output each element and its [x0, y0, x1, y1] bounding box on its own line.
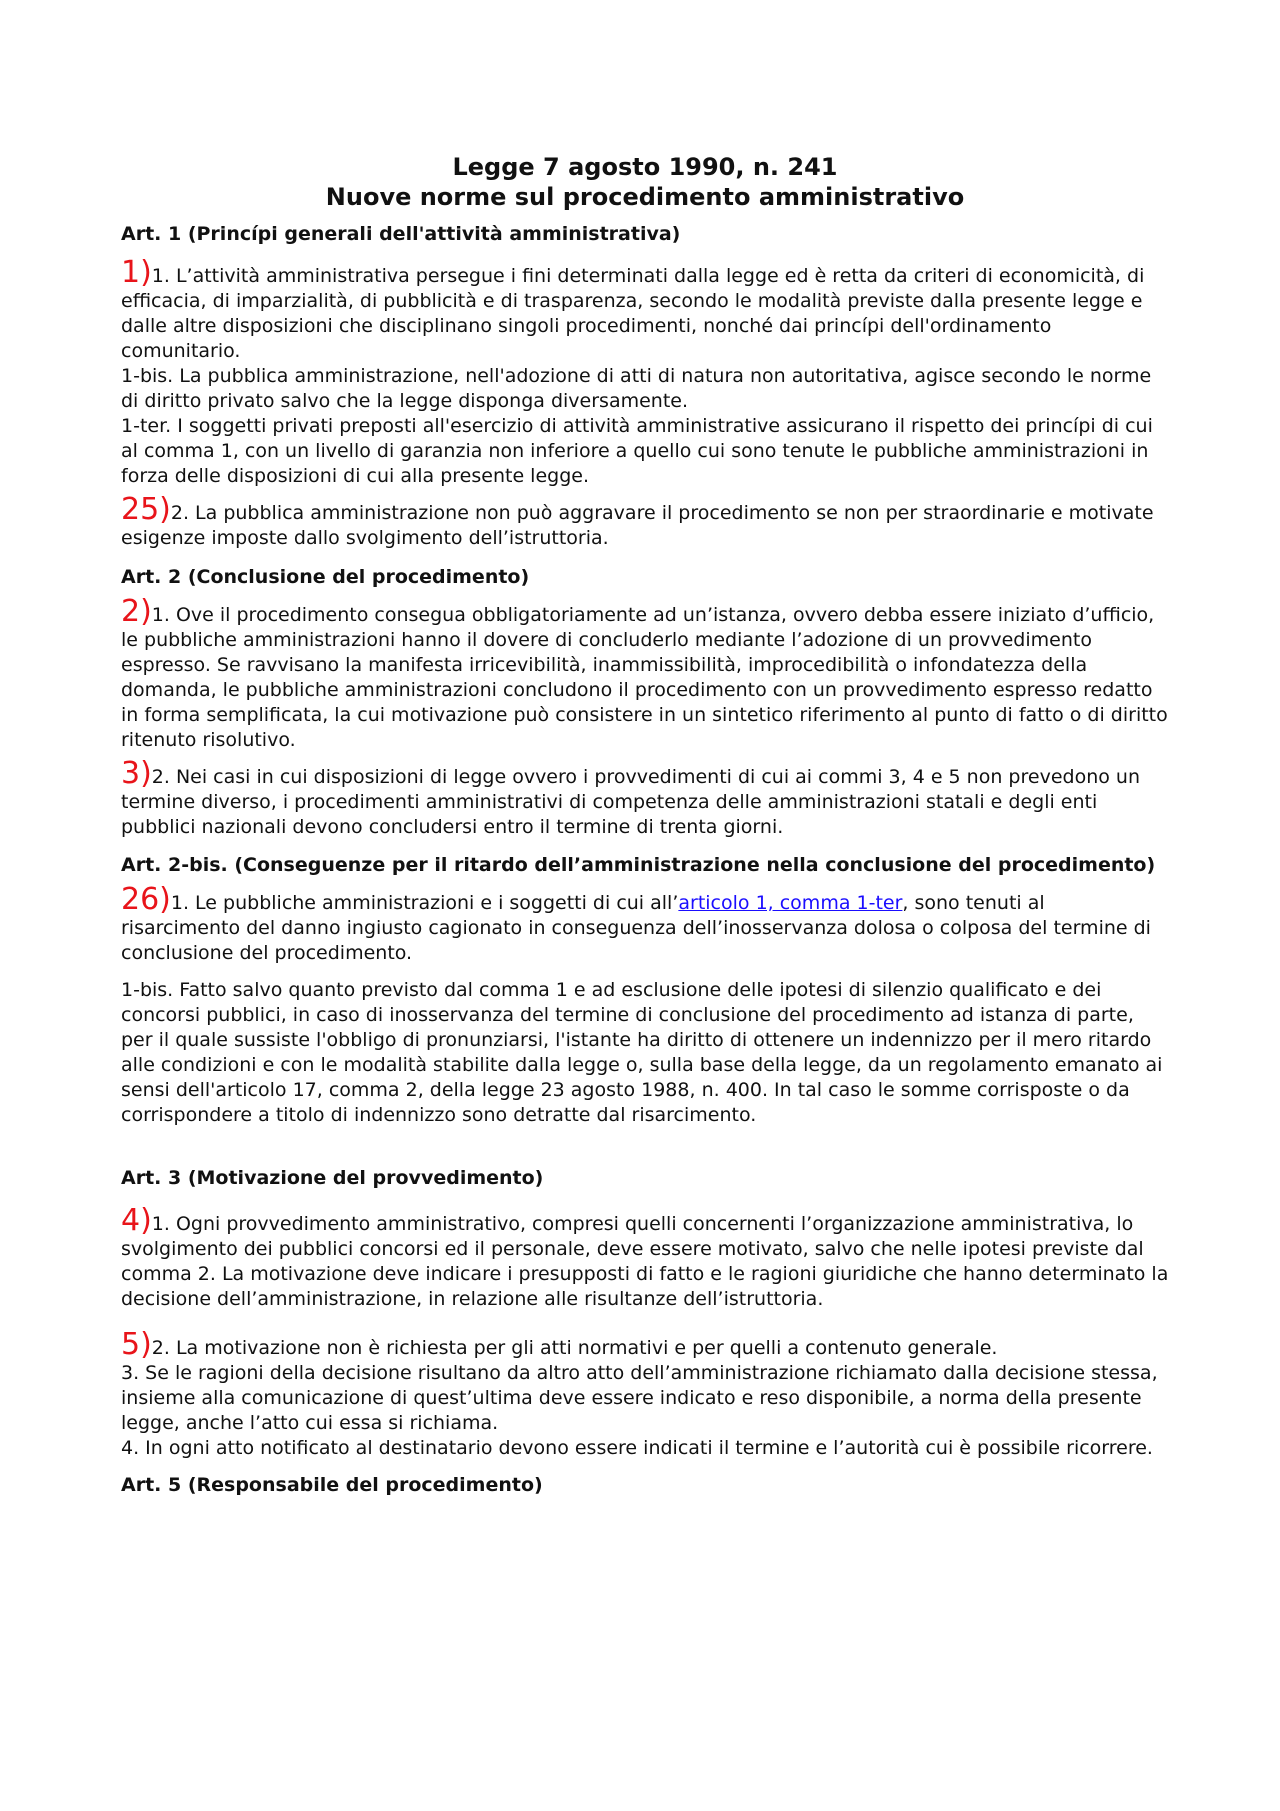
footnote-marker[interactable]: 25) [121, 492, 171, 527]
paragraph-text: 2. La motivazione non è richiesta per gli atti normativi e per quelli a contenuto generale. [151, 1337, 998, 1359]
document-page [121, 152, 1169, 1507]
art2bis-paragraph-1bis: 1-bis. Fatto salvo quanto previsto dal comma 1 e ad esclusione delle ipotesi di silenzio qualificato e dei concorsi pubblici, in caso di inosservanza del termine di conclusione del procedimento ad istanza di parte, per il quale sussiste l'obbligo di pronunziarsi, l'istante ha diritto di ottenere un indennizzo per il mero ritardo alle condizioni e con le modalità stabilite dalla legge o, sulla base della legge, da un regolamento emanato ai sensi dell'articolo 17, comma 2, della legge 23 agosto 1988, n. 400. In tal caso le somme corrisposte o da corrispondere a titolo di indennizzo sono detratte dal risarcimento. [121, 979, 1163, 1126]
paragraph-text: 1. Ove il procedimento consegua obbligatoriamente ad un’istanza, ovvero debba essere iniziato d’ufficio, le pubbliche amministrazioni hanno il dovere di concluderlo mediante l’adozione di un provvedimento espresso. Se ravvisano la manifesta irricevibilità, inammissibilità, improcedibilità o infondatezza della domanda, le pubbliche amministrazioni concludono il procedimento con un provvedimento espresso redatto in forma semplificata, la cui motivazione può consistere in un sintetico riferimento al punto di fatto o di diritto ritenuto risolutivo. [121, 604, 1168, 751]
title-line-1: Legge 7 agosto 1990, n. 241 [452, 153, 838, 181]
art1-paragraph-2 [121, 492, 1169, 551]
footnote-marker[interactable]: 5) [121, 1327, 152, 1362]
document-title [121, 152, 1169, 212]
article-1-comma-1ter-link[interactable]: articolo 1, comma 1-ter [678, 892, 903, 914]
art3-paragraph-2 [121, 1327, 1169, 1362]
paragraph-text: 2. La pubblica amministrazione non può aggravare il procedimento se non per straordinarie e motivate esigenze imposte dallo svolgimento dell’istruttoria. [121, 502, 1154, 549]
footnote-marker[interactable]: 3) [121, 756, 152, 791]
footnote-marker[interactable]: 4) [121, 1203, 152, 1238]
art2-paragraph-2 [121, 756, 1169, 840]
art2-paragraph-1 [121, 594, 1169, 753]
article-2bis-heading: Art. 2-bis. (Conseguenze per il ritardo dell’amministrazione nella conclusione del procedimento) [121, 854, 1156, 876]
article-2-heading: Art. 2 (Conclusione del procedimento) [121, 566, 530, 588]
paragraph-text: , sono tenuti al risarcimento del danno ingiusto cagionato in conseguenza dell’inosservanza dolosa o colposa del termine di conclusione del procedimento. [121, 892, 1151, 964]
footnote-marker[interactable]: 1) [121, 255, 152, 290]
art3-paragraph-4: 4. In ogni atto notificato al destinatario devono essere indicati il termine e l’autorità cui è possibile ricorrere. [121, 1437, 1153, 1459]
art2bis-paragraph-1 [121, 882, 1169, 966]
paragraph-text: 2. Nei casi in cui disposizioni di legge ovvero i provvedimenti di cui ai commi 3, 4 e 5 non prevedono un termine diverso, i procedimenti amministrativi di competenza delle amministrazioni statali e degli enti pubblici nazionali devono concludersi entro il termine di trenta giorni. [121, 766, 1140, 838]
footnote-marker[interactable]: 2) [121, 594, 152, 629]
footnote-marker[interactable]: 26) [121, 882, 171, 917]
article-1-heading: Art. 1 (Princípi generali dell'attività amministrativa) [121, 223, 681, 245]
art1-paragraph-1 [121, 255, 1169, 364]
art1-paragraph-1bis: 1-bis. La pubblica amministrazione, nell'adozione di atti di natura non autoritativa, agisce secondo le norme di diritto privato salvo che la legge disponga diversamente. [121, 365, 1152, 412]
art3-paragraph-1 [121, 1203, 1169, 1312]
paragraph-text: 1. Ogni provvedimento amministrativo, compresi quelli concernenti l’organizzazione amministrativa, lo svolgimento dei pubblici concorsi ed il personale, deve essere motivato, salvo che nelle ipotesi previste dal comma 2. La motivazione deve indicare i presupposti di fatto e le ragioni giuridiche che hanno determinato la decisione dell’amministrazione, in relazione alle risultanze dell’istruttoria. [121, 1213, 1169, 1310]
art1-paragraph-1ter: 1-ter. I soggetti privati preposti all'esercizio di attività amministrative assicurano il rispetto dei princípi di cui al comma 1, con un livello di garanzia non inferiore a quello cui sono tenute le pubbliche amministrazioni in forza delle disposizioni di cui alla presente legge. [121, 415, 1153, 487]
article-3-heading: Art. 3 (Motivazione del provvedimento) [121, 1167, 544, 1189]
title-line-2: Nuove norme sul procedimento amministrativo [325, 183, 965, 211]
art3-paragraph-3: 3. Se le ragioni della decisione risultano da altro atto dell’amministrazione richiamato dalla decisione stessa, insieme alla comunicazione di quest’ultima deve essere indicato e reso disponibile, a norma della presente legge, anche l’atto cui essa si richiama. [121, 1362, 1158, 1434]
article-5-heading: Art. 5 (Responsabile del procedimento) [121, 1474, 543, 1496]
paragraph-text: 1. Le pubbliche amministrazioni e i soggetti di cui all’ [170, 892, 679, 914]
paragraph-text: 1. L’attività amministrativa persegue i fini determinati dalla legge ed è retta da criteri di economicità, di efficacia, di imparzialità, di pubblicità e di trasparenza, secondo le modalità previste dalla presente legge e dalle altre disposizioni che disciplinano singoli procedimenti, nonché dai princípi dell'ordinamento comunitario. [121, 265, 1145, 362]
